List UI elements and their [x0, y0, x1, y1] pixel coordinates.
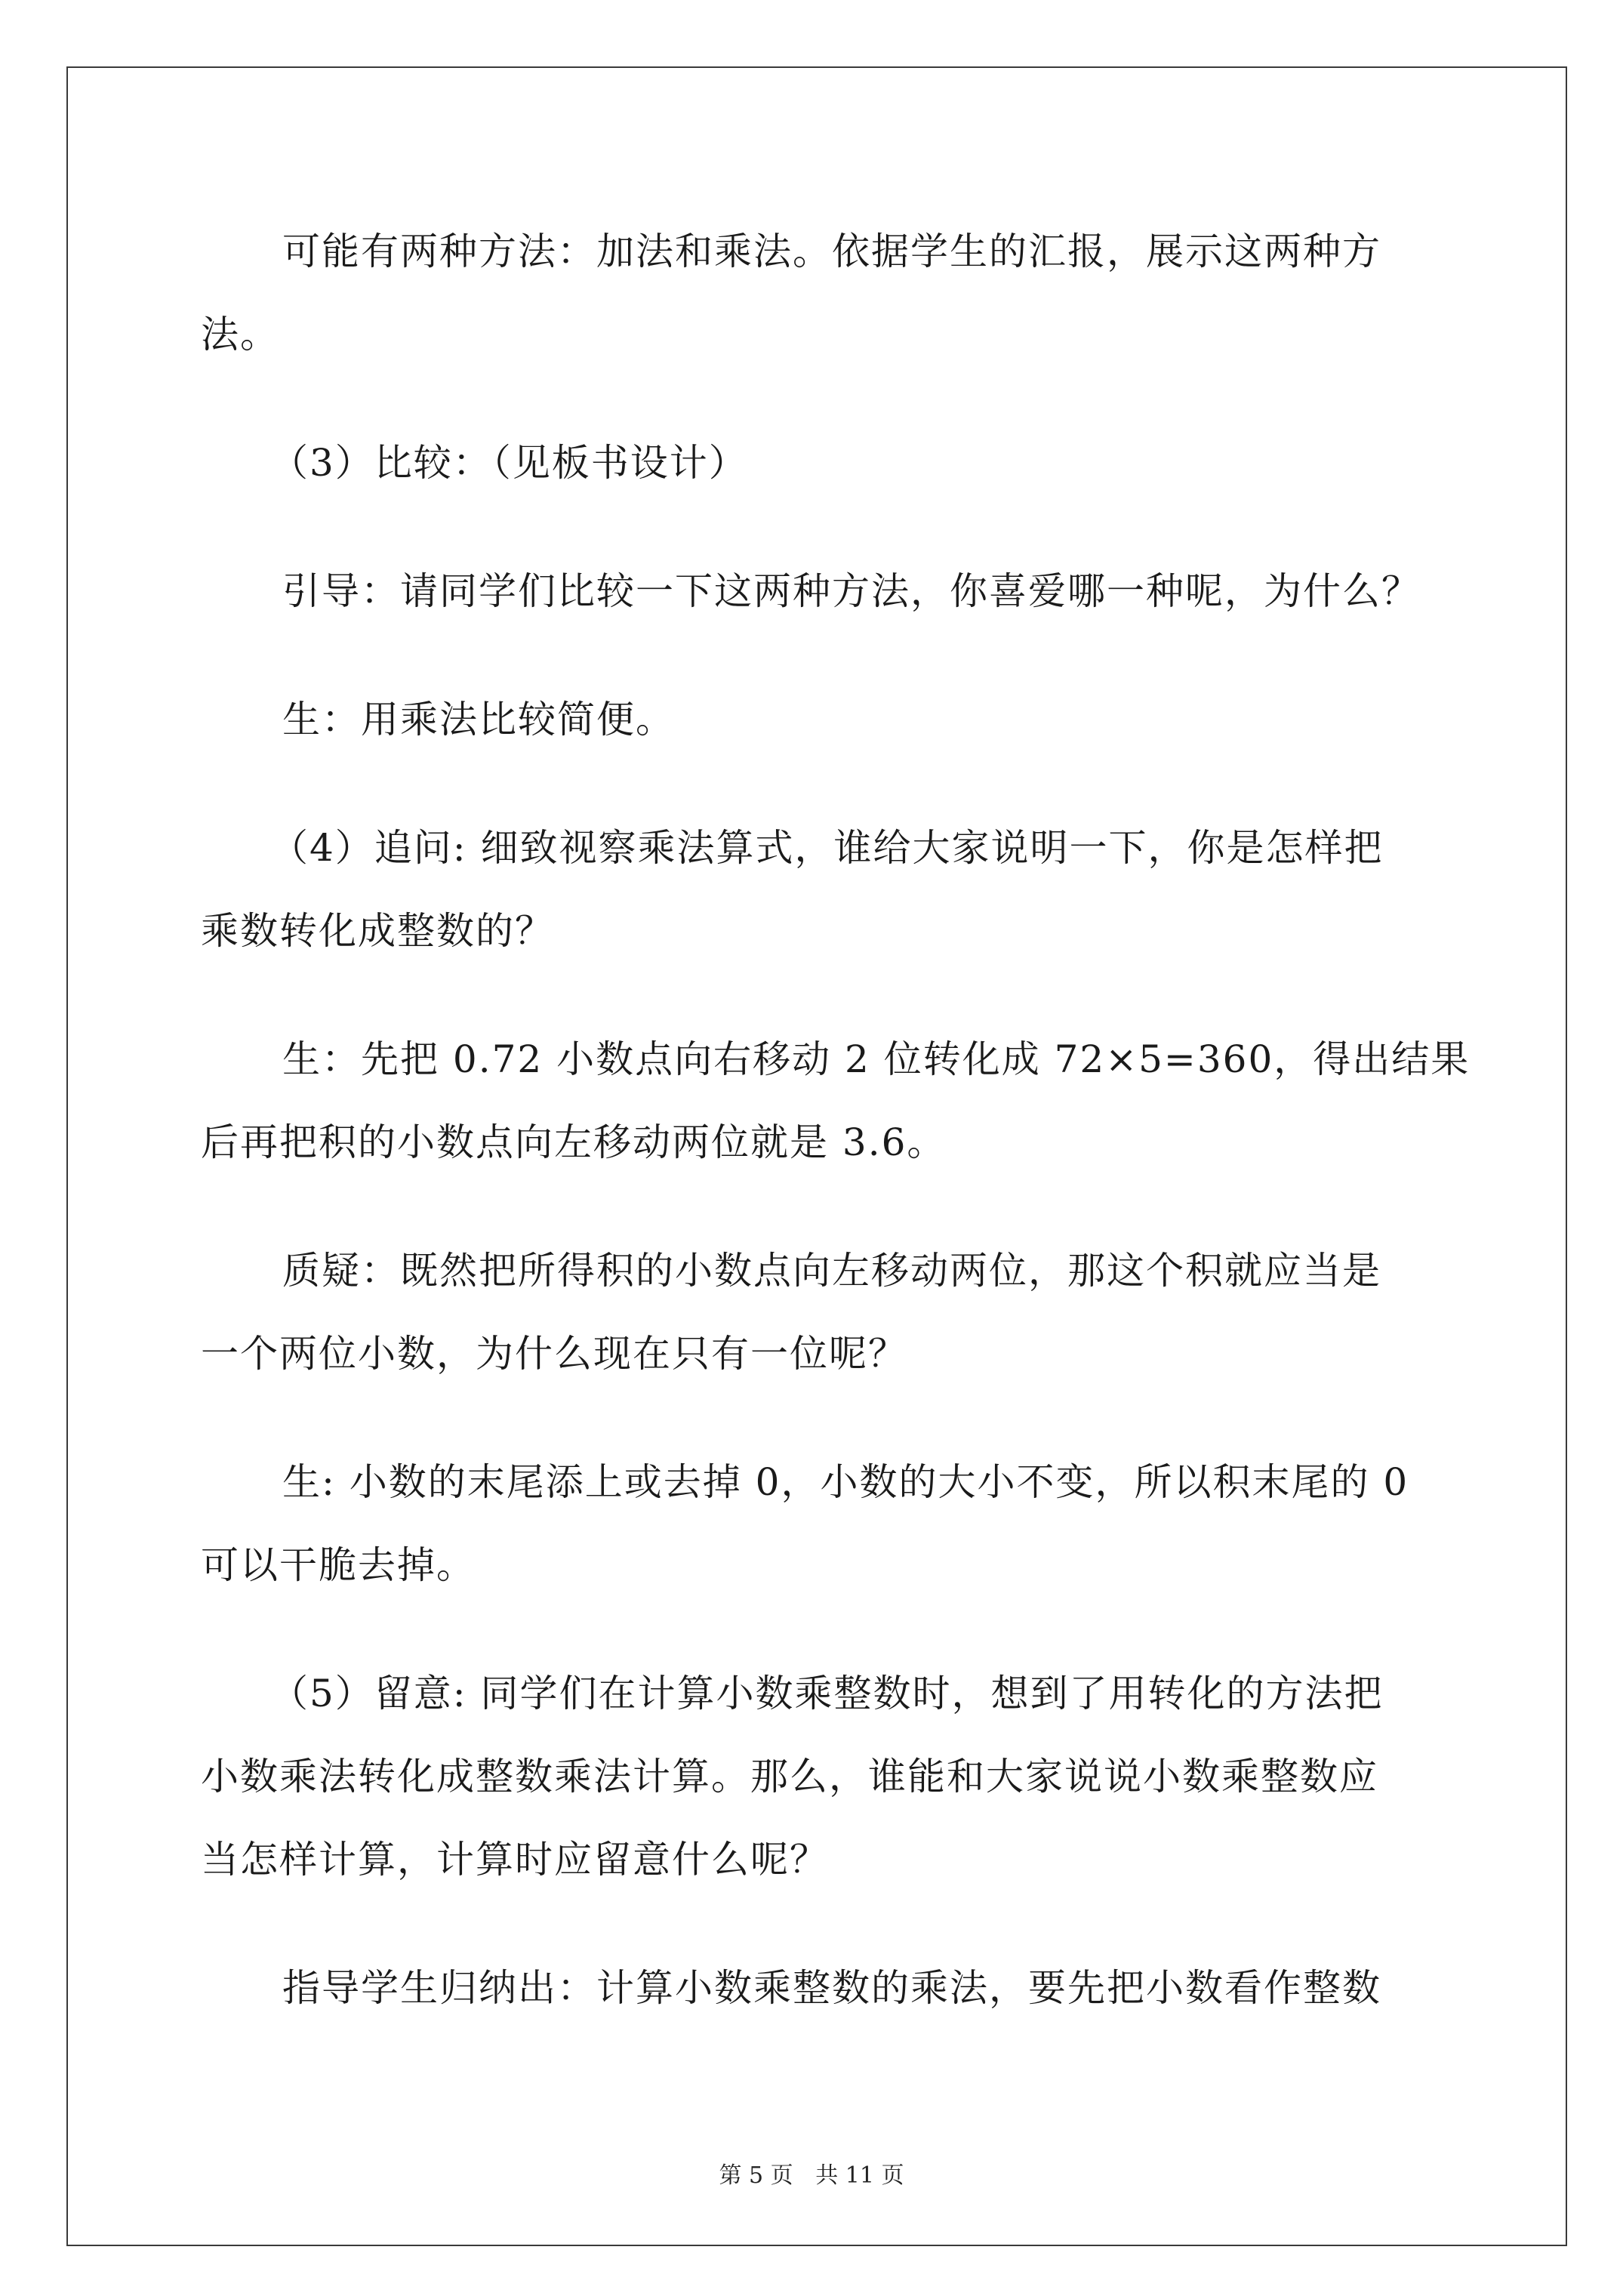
paragraph-line: 法。	[201, 313, 279, 356]
paragraph-line: 可能有两种方法：加法和乘法。依据学生的汇报，展示这两种方	[282, 230, 1381, 273]
paragraph-line: 质疑：既然把所得积的小数点向左移动两位，那这个积就应当是	[282, 1249, 1381, 1293]
paragraph-line: 生: 小数的末尾添上或去掉 0，小数的大小不变，所以积末尾的 0	[282, 1460, 1409, 1504]
paragraph-line: （3）比较：（见板书设计）	[270, 441, 748, 485]
paragraph-line: 生：用乘法比较简便。	[282, 698, 675, 741]
paragraph-line: 小数乘法转化成整数乘法计算。那么，谁能和大家说说小数乘整数应	[201, 1755, 1378, 1798]
paragraph-line: 可以干脆去掉。	[201, 1543, 476, 1587]
paragraph-line: 生：先把 0.72 小数点向右移动 2 位转化成 72×5=360，得出结果	[282, 1037, 1471, 1081]
page-number: 第 5 页	[719, 2162, 793, 2189]
paragraph-line: （4）追问: 细致视察乘法算式，谁给大家说明一下，你是怎样把	[270, 826, 1384, 870]
page-total: 共 11 页	[815, 2162, 904, 2189]
paragraph-line: 当怎样计算，计算时应留意什么呢？	[201, 1838, 829, 1881]
paragraph-line: 后再把积的小数点向左移动两位就是 3.6。	[201, 1120, 947, 1164]
paragraph-line: 一个两位小数，为什么现在只有一位呢？	[201, 1332, 907, 1376]
paragraph-line: 指导学生归纳出：计算小数乘整数的乘法，要先把小数看作整数	[282, 1966, 1381, 2010]
paragraph-line: 乘数转化成整数的？	[201, 909, 554, 953]
paragraph-line: （5）留意: 同学们在计算小数乘整数时，想到了用转化的方法把	[270, 1672, 1384, 1715]
paragraph-line: 引导：请同学们比较一下这两种方法，你喜爱哪一种呢，为什么？	[282, 569, 1421, 613]
page-footer	[0, 2161, 1623, 2191]
